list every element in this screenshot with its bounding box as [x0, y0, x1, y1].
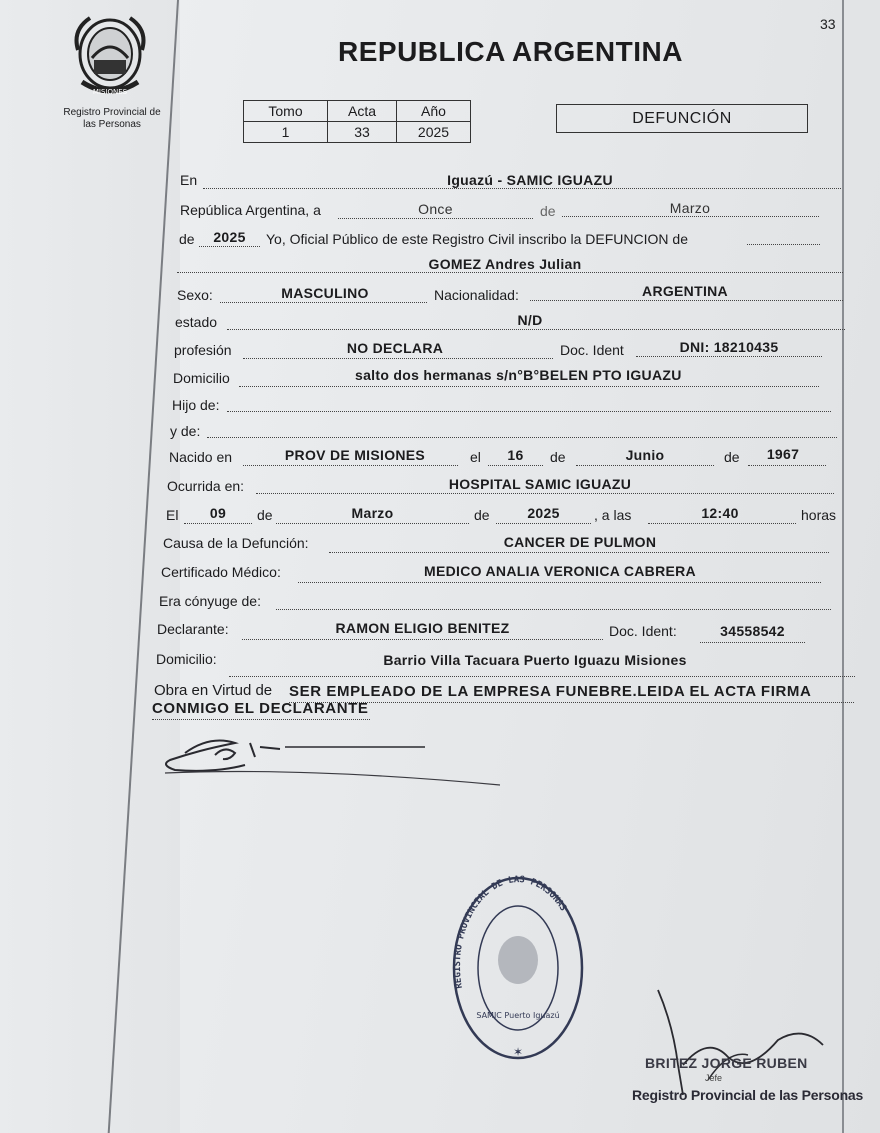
- de4-label: de: [724, 449, 740, 465]
- birthplace-value: PROV DE MISIONES: [284, 447, 426, 463]
- declarante-value: RAMON ELIGIO BENITEZ: [335, 620, 510, 636]
- dotted-line: [229, 676, 855, 677]
- dotted-line: [243, 358, 553, 359]
- de5-label: de: [257, 507, 273, 523]
- dotted-line: [748, 465, 826, 466]
- registry-label-line1: Registro Provincial de: [63, 107, 161, 118]
- dotted-line: [329, 552, 829, 553]
- dotted-line: [220, 302, 427, 303]
- dotted-line: [496, 523, 591, 524]
- dotted-line: [562, 216, 819, 217]
- svg-text:MISIONES: MISIONES: [92, 88, 128, 96]
- domicilio-value-barrio: B°BELEN PTO IGUAZU: [523, 367, 682, 383]
- nacionalidad-value: ARGENTINA: [642, 283, 728, 299]
- register-value-cell: 33: [328, 122, 397, 143]
- causa-value: CANCER DE PULMON: [503, 534, 657, 550]
- dotted-line: [227, 411, 831, 412]
- dotted-line: [298, 582, 821, 583]
- death-month-value: Marzo: [351, 505, 394, 521]
- birth-day-value: 16: [507, 447, 524, 463]
- domicilio-value: [355, 367, 735, 383]
- republica-label: República Argentina, a: [180, 202, 321, 218]
- dotted-line: [184, 523, 252, 524]
- officer-name: BRITEZ JORGE RUBEN: [645, 1055, 808, 1071]
- stamp-inner-text: SAMIC Puerto Iguazú: [476, 1011, 560, 1020]
- de3-label: de: [550, 449, 566, 465]
- officer-institution: Registro Provincial de las Personas: [632, 1087, 864, 1103]
- stamp-star-icon: ✶: [512, 1045, 524, 1059]
- dotted-line: [530, 300, 843, 301]
- month-word-value: Marzo: [669, 200, 711, 216]
- officer-title: Jefe: [705, 1073, 723, 1083]
- declarante-label: Declarante:: [157, 621, 229, 637]
- dotted-line: [747, 244, 820, 245]
- dotted-line: [177, 272, 843, 273]
- ocurrida-value: HOSPITAL SAMIC IGUAZU: [448, 476, 632, 492]
- profesion-value: NO DECLARA: [346, 340, 444, 356]
- registry-label-line2: las Personas: [83, 119, 141, 130]
- dotted-line: [576, 465, 714, 466]
- day-word-value: Once: [418, 201, 453, 217]
- obra-value-line1: SER EMPLEADO DE LA EMPRESA FUNEBRE.LEIDA EL ACTA FIRMA: [289, 683, 812, 700]
- register-value-cell: 1: [244, 122, 328, 143]
- dotted-line: [203, 188, 841, 189]
- el-label: el: [470, 449, 481, 465]
- dotted-line: [227, 329, 845, 330]
- causa-label: Causa de la Defunción:: [163, 535, 309, 551]
- doc-ident-value: DNI: 18210435: [679, 339, 779, 355]
- dotted-line: [239, 386, 819, 387]
- conyuge-label: Era cónyuge de:: [159, 593, 261, 609]
- registry-label: [52, 107, 172, 131]
- el2-label: El: [166, 507, 179, 523]
- doc-ident-label: Doc. Ident: [560, 342, 624, 358]
- official-stamp: [448, 868, 588, 1068]
- register-header-cell: Año: [397, 101, 471, 122]
- page-title: REPUBLICA ARGENTINA: [338, 36, 683, 67]
- left-margin-area: [0, 0, 180, 1133]
- domicilio-value-street: salto dos hermanas s/n°: [355, 367, 524, 383]
- domicilio-label: Domicilio: [173, 370, 230, 386]
- en-label: En: [180, 172, 198, 188]
- sexo-label: Sexo:: [177, 287, 213, 303]
- sexo-value: MASCULINO: [281, 285, 369, 301]
- birth-month-value: Junio: [625, 447, 665, 463]
- register-header-cell: Tomo: [244, 101, 328, 122]
- domicilio2-label: Domicilio:: [156, 651, 217, 667]
- certificado-label: Certificado Médico:: [161, 564, 281, 580]
- y-de-label: y de:: [170, 423, 201, 439]
- register-table: [243, 100, 471, 143]
- dotted-line: [242, 639, 603, 640]
- death-year-value: 2025: [527, 505, 560, 521]
- doc-ident2-label: Doc. Ident:: [609, 623, 677, 639]
- death-time-value: 12:40: [701, 505, 739, 521]
- de-label: de: [540, 203, 556, 219]
- nacionalidad-label: Nacionalidad:: [434, 287, 519, 303]
- deceased-name-value: GOMEZ Andres Julian: [428, 256, 582, 272]
- document-type-box: DEFUNCIÓN: [556, 104, 808, 133]
- register-value-row: [244, 122, 471, 143]
- death-day-value: 09: [209, 505, 227, 521]
- estado-label: estado: [175, 314, 218, 330]
- declarant-signature: [155, 725, 505, 795]
- register-value-cell: 2025: [397, 122, 471, 143]
- dotted-line: [199, 246, 260, 247]
- page-number: 33: [820, 16, 836, 32]
- dotted-line: [256, 493, 834, 494]
- dotted-line: [636, 356, 822, 357]
- estado-value: N/D: [517, 312, 543, 328]
- place-value: Iguazú - SAMIC IGUAZU: [447, 172, 613, 188]
- dotted-line: [289, 702, 854, 703]
- certificado-value: MEDICO ANALIA VERONICA CABRERA: [424, 563, 696, 579]
- right-rule: [842, 0, 844, 1133]
- province-coat-of-arms-logo: [70, 10, 150, 100]
- birth-year-value: 1967: [766, 446, 800, 462]
- dotted-line: [152, 719, 370, 720]
- obra-label: Obra en Virtud de: [154, 682, 273, 699]
- stamp-text: REGISTRO PROVINCIAL DE LAS PERSONAS: [452, 875, 568, 990]
- dotted-line: [338, 218, 533, 219]
- ocurrida-label: Ocurrida en:: [167, 478, 245, 494]
- year-value: 2025: [213, 229, 246, 245]
- dotted-line: [276, 523, 469, 524]
- obra-value-line2: CONMIGO EL DECLARANTE: [152, 700, 369, 717]
- dotted-line: [276, 609, 831, 610]
- dotted-line: [243, 465, 458, 466]
- dotted-line: [700, 642, 805, 643]
- oficial-text: Yo, Oficial Público de este Registro Civil inscribo la DEFUNCION de: [266, 231, 688, 247]
- nacido-label: Nacido en: [169, 449, 233, 465]
- de6-label: de: [474, 507, 490, 523]
- horas-label: horas: [801, 507, 837, 523]
- domicilio2-value: Barrio Villa Tacuara Puerto Iguazu Misiones: [383, 652, 687, 668]
- de2-label: de: [179, 231, 195, 247]
- a-las-label: , a las: [594, 507, 632, 523]
- dotted-line: [648, 523, 796, 524]
- dotted-line: [488, 465, 543, 466]
- register-header-row: [244, 101, 471, 122]
- doc-ident2-value: 34558542: [720, 623, 785, 639]
- dotted-line: [207, 437, 837, 438]
- register-header-cell: Acta: [328, 101, 397, 122]
- profesion-label: profesión: [174, 342, 232, 358]
- hijo-de-label: Hijo de:: [172, 397, 220, 413]
